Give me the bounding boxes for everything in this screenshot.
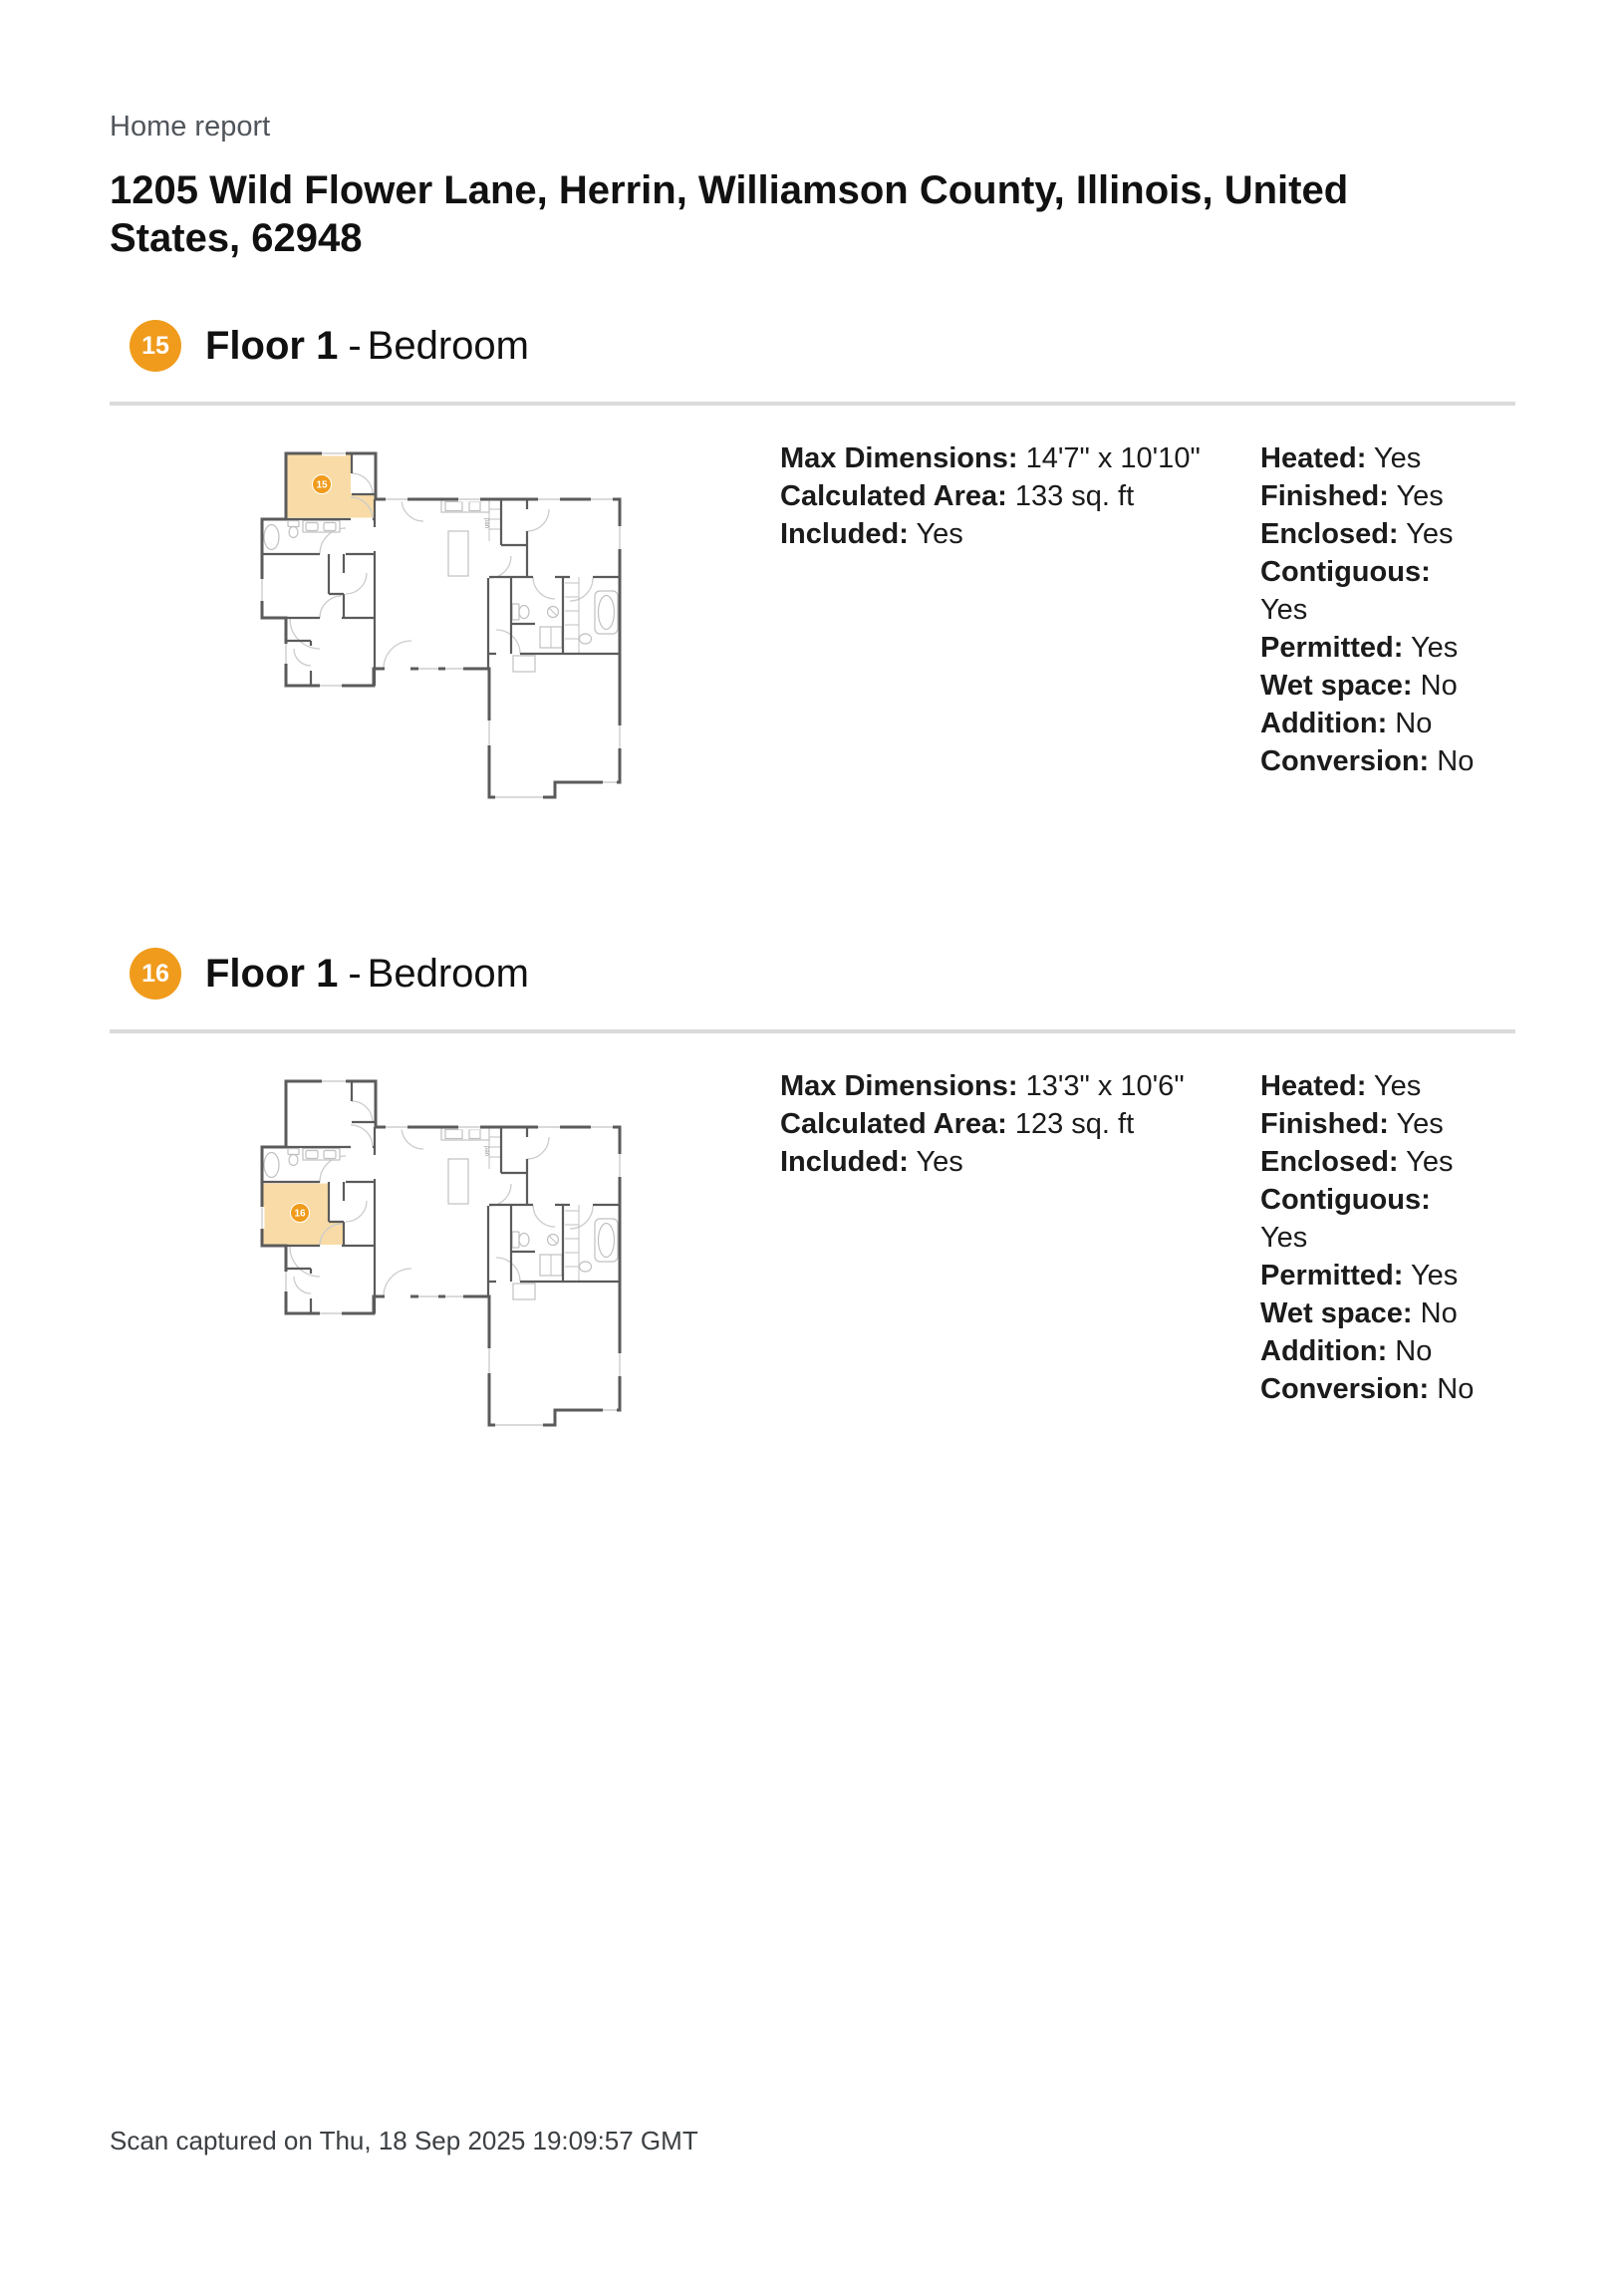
section-title-floor: Floor 1 <box>205 323 339 368</box>
section-title-room: Bedroom <box>367 951 529 996</box>
detail-label: Included: <box>780 1146 909 1178</box>
section-title-floor: Floor 1 <box>205 951 339 996</box>
detail-value: 14'7" x 10'10" <box>1025 442 1201 474</box>
room-number-badge: 16 <box>130 948 181 1000</box>
section-title <box>205 952 529 997</box>
detail-row <box>1260 1181 1482 1257</box>
detail-row <box>1260 553 1482 629</box>
detail-row <box>1260 705 1482 742</box>
section-content <box>110 1059 1515 1458</box>
property-address: 1205 Wild Flower Lane, Herrin, Williamson County, Illinois, United States, 62948 <box>110 168 1349 260</box>
detail-row <box>780 1105 1209 1143</box>
detail-label: Calculated Area: <box>780 1108 1007 1140</box>
detail-column-right <box>1260 431 1482 780</box>
scan-timestamp: Scan captured on Thu, 18 Sep 2025 19:09:57 GMT <box>110 2126 698 2155</box>
detail-row <box>780 477 1209 515</box>
section-content <box>110 431 1515 830</box>
detail-value: No <box>1437 745 1475 777</box>
detail-label: Calculated Area: <box>780 480 1007 512</box>
floor-plan-16 <box>234 1059 653 1458</box>
detail-row <box>780 439 1209 477</box>
detail-column-right <box>1260 1059 1482 1408</box>
room-number-badge: 15 <box>130 320 181 372</box>
detail-row <box>1260 1105 1482 1143</box>
detail-label: Max Dimensions: <box>780 1070 1018 1102</box>
detail-row <box>1260 1332 1482 1370</box>
detail-label: Conversion: <box>1260 1373 1430 1405</box>
detail-value: Yes <box>916 1146 963 1178</box>
detail-value: No <box>1420 1297 1458 1329</box>
detail-row <box>780 1143 1209 1181</box>
room-section-15 <box>110 320 1515 830</box>
detail-label: Enclosed: <box>1260 518 1399 550</box>
detail-value: Yes <box>1260 594 1308 626</box>
detail-label: Permitted: <box>1260 1260 1404 1292</box>
detail-value: Yes <box>1396 480 1444 512</box>
room-section-16 <box>110 948 1515 1458</box>
detail-value: Yes <box>1406 518 1454 550</box>
section-title-room: Bedroom <box>367 323 529 368</box>
detail-label: Permitted: <box>1260 632 1404 664</box>
section-header <box>110 948 1515 1000</box>
detail-label: Wet space: <box>1260 1297 1413 1329</box>
detail-value: Yes <box>1396 1108 1444 1140</box>
detail-value: 123 sq. ft <box>1014 1108 1135 1140</box>
report-subtitle: Home report <box>110 111 271 143</box>
detail-row <box>1260 1143 1482 1181</box>
detail-value: No <box>1395 708 1433 739</box>
detail-value: No <box>1395 1335 1433 1367</box>
detail-label: Heated: <box>1260 442 1367 474</box>
detail-row <box>1260 477 1482 515</box>
detail-value: Yes <box>1260 1222 1308 1254</box>
detail-label: Finished: <box>1260 480 1389 512</box>
section-divider <box>110 1029 1515 1033</box>
detail-row <box>1260 515 1482 553</box>
detail-row <box>780 1067 1209 1105</box>
detail-value: No <box>1437 1373 1475 1405</box>
detail-value: Yes <box>1406 1146 1454 1178</box>
detail-row <box>1260 629 1482 667</box>
section-title-separator: - <box>348 323 362 368</box>
detail-label: Finished: <box>1260 1108 1389 1140</box>
detail-label: Addition: <box>1260 1335 1388 1367</box>
detail-value: Yes <box>916 518 963 550</box>
detail-value: Yes <box>1410 632 1459 664</box>
detail-label: Heated: <box>1260 1070 1367 1102</box>
detail-row <box>1260 667 1482 705</box>
section-header <box>110 320 1515 372</box>
detail-label: Max Dimensions: <box>780 442 1018 474</box>
detail-label: Contiguous: <box>1260 1184 1431 1216</box>
detail-row <box>1260 1294 1482 1332</box>
detail-label: Conversion: <box>1260 745 1430 777</box>
detail-row <box>1260 1257 1482 1294</box>
detail-value: 133 sq. ft <box>1014 480 1135 512</box>
section-divider <box>110 402 1515 406</box>
section-title <box>205 324 529 369</box>
detail-row <box>1260 1370 1482 1408</box>
detail-label: Addition: <box>1260 708 1388 739</box>
detail-value: Yes <box>1373 1070 1422 1102</box>
detail-value: No <box>1420 670 1458 702</box>
detail-column-left <box>780 431 1209 553</box>
floor-plan-15 <box>234 431 653 830</box>
detail-column-left <box>780 1059 1209 1181</box>
detail-row <box>1260 439 1482 477</box>
detail-label: Enclosed: <box>1260 1146 1399 1178</box>
detail-value: Yes <box>1410 1260 1459 1292</box>
detail-value: 13'3" x 10'6" <box>1025 1070 1185 1102</box>
detail-label: Included: <box>780 518 909 550</box>
detail-row <box>780 515 1209 553</box>
section-title-separator: - <box>348 951 362 996</box>
plan-room-badge-number: 15 <box>316 479 328 491</box>
plan-room-badge-number: 16 <box>294 1208 306 1220</box>
detail-value: Yes <box>1373 442 1422 474</box>
detail-label: Wet space: <box>1260 670 1413 702</box>
detail-row <box>1260 742 1482 780</box>
detail-label: Contiguous: <box>1260 556 1431 588</box>
detail-row <box>1260 1067 1482 1105</box>
